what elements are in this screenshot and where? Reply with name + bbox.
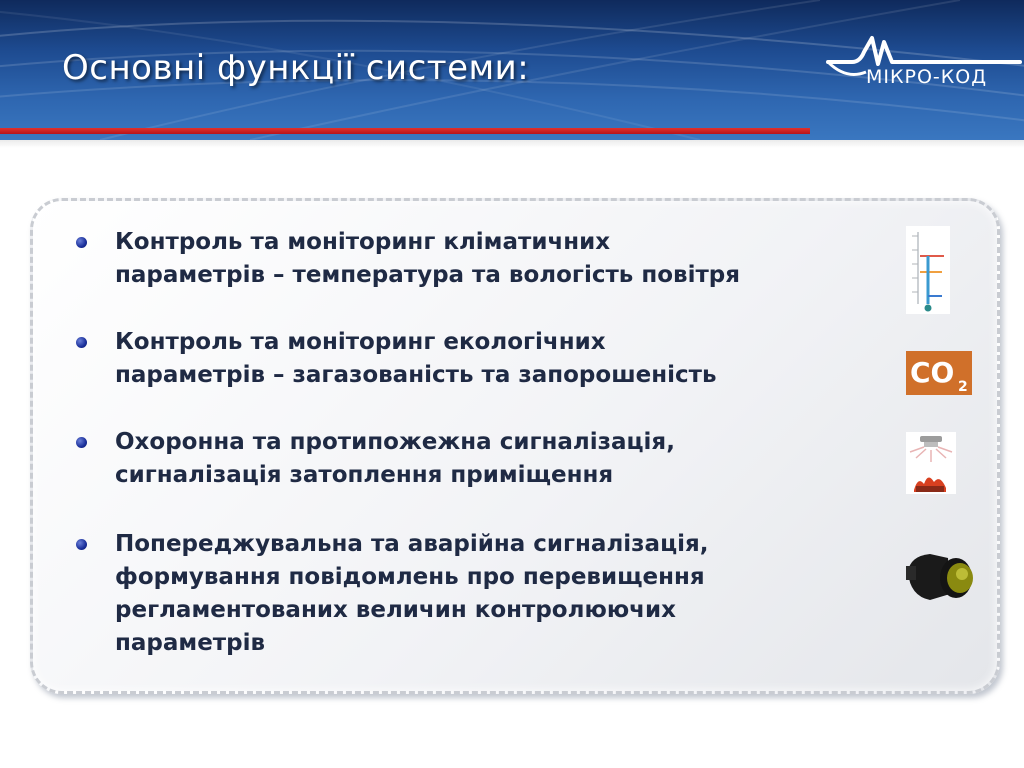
- header-shadow: [0, 140, 1024, 148]
- bullet-text: [115, 326, 885, 392]
- co2-text: CO: [910, 356, 955, 389]
- bullet-line: параметрів: [115, 630, 266, 656]
- smoke-detector-icon: [906, 432, 956, 494]
- header-banner: [0, 0, 1024, 140]
- accent-line: [0, 128, 810, 134]
- bullet-dot: [76, 237, 87, 248]
- alarm-lamp-icon: [904, 548, 978, 608]
- bullet-line: параметрів – температура та вологість повітря: [115, 262, 741, 288]
- bullet-line: Контроль та моніторинг екологічних: [115, 329, 606, 355]
- bullet-line: Попереджувальна та аварійна сигналізація,: [115, 531, 709, 557]
- bullet-dot: [76, 539, 87, 550]
- logo-text: МІКРО-КОД: [866, 66, 988, 88]
- bullet-line: параметрів – загазованість та запорошеність: [115, 362, 717, 388]
- bullet-line: формування повідомлень про перевищення: [115, 564, 705, 590]
- bullet-dot: [76, 337, 87, 348]
- slide-title: Основні функції системи:: [62, 48, 530, 88]
- bullet-line: Контроль та моніторинг кліматичних: [115, 229, 611, 255]
- bullet-dot: [76, 437, 87, 448]
- thermometer-icon: [906, 226, 950, 314]
- bullet-text: [115, 226, 885, 292]
- bullet-line: регламентованих величин контролюючих: [115, 597, 676, 623]
- bullet-text: [115, 426, 885, 492]
- co2-icon: [906, 351, 972, 395]
- bullet-line: Охоронна та протипожежна сигналізація,: [115, 429, 675, 455]
- bullet-text: [115, 528, 885, 660]
- co2-subscript: 2: [958, 379, 968, 395]
- bullet-line: сигналізація затоплення приміщення: [115, 462, 614, 488]
